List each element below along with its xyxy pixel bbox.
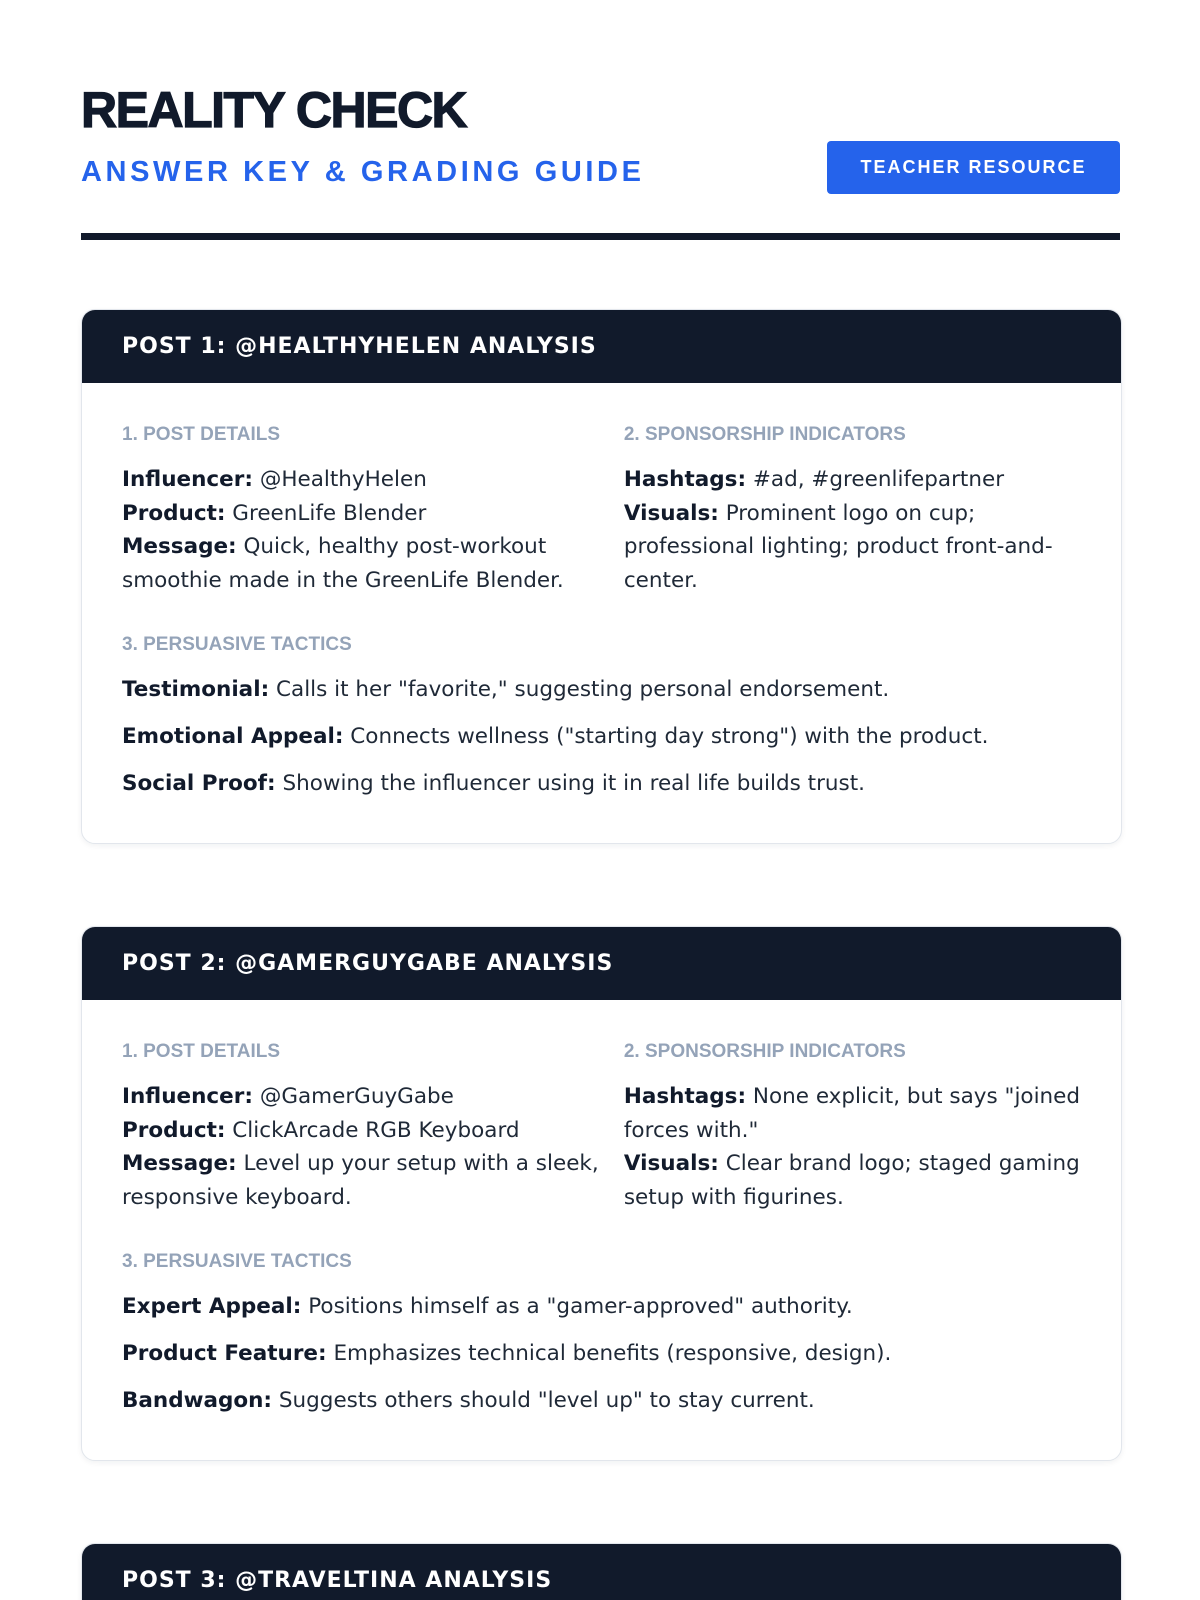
post-details-label: 1. POST DETAILS (122, 424, 281, 445)
post-1-heading: POST 1: @HEALTHYHELEN ANALYSIS (82, 310, 1121, 383)
post-1-product: Product: GreenLife Blender (122, 500, 427, 526)
post-2-details (122, 1040, 624, 1214)
post-2-card (81, 926, 1122, 1461)
post-2-tactic-product-feature: Product Feature: Emphasizes technical benefits (responsive, design). (122, 1341, 892, 1366)
post-2-tactic-bandwagon: Bandwagon: Suggests others should "level up" to stay current. (122, 1388, 815, 1413)
post-details-label: 1. POST DETAILS (122, 1041, 281, 1062)
post-1-tactic-social-proof: Social Proof: Showing the influencer using it in real life builds trust. (122, 771, 865, 796)
sponsorship-indicators-label: 2. SPONSORSHIP INDICATORS (623, 1041, 906, 1062)
post-1-message: Message: Quick, healthy post-workout smoothie made in the GreenLife Blender. (122, 534, 564, 593)
post-2-indicators (624, 1040, 1081, 1214)
header-divider (81, 233, 1120, 240)
post-2-influencer: Influencer: @GamerGuyGabe (122, 1084, 454, 1109)
post-3-card (81, 1543, 1122, 1600)
post-1-tactic-testimonial: Testimonial: Calls it her "favorite," suggesting personal endorsement. (122, 677, 890, 702)
teacher-resource-badge: TEACHER RESOURCE (827, 141, 1120, 194)
persuasive-tactics-label: 3. PERSUASIVE TACTICS (122, 1251, 352, 1272)
post-1-tactic-emotional-appeal: Emotional Appeal: Connects wellness ("starting day strong") with the product. (122, 724, 989, 749)
post-1-visuals: Visuals: Prominent logo on cup; professional lighting; product front-and-center. (623, 500, 1053, 593)
post-3-heading: POST 3: @TRAVELTINA ANALYSIS (82, 1544, 1121, 1600)
post-2-tactic-expert-appeal: Expert Appeal: Positions himself as a "gamer-approved" authority. (122, 1294, 853, 1319)
post-2-tactics (122, 1214, 1081, 1461)
post-1-indicators (624, 423, 1081, 597)
post-2-product: Product: ClickArcade RGB Keyboard (122, 1117, 520, 1143)
post-2-hashtags: Hashtags: None explicit, but says "joined forces with." (623, 1084, 1081, 1143)
page-header (81, 78, 1120, 242)
post-1-influencer: Influencer: @HealthyHelen (122, 467, 427, 492)
post-1-tactics (122, 597, 1081, 844)
sponsorship-indicators-label: 2. SPONSORSHIP INDICATORS (623, 424, 906, 445)
post-2-heading: POST 2: @GAMERGUYGABE ANALYSIS (82, 927, 1121, 1000)
persuasive-tactics-label: 3. PERSUASIVE TACTICS (122, 634, 352, 655)
post-2-visuals: Visuals: Clear brand logo; staged gaming setup with figurines. (623, 1151, 1080, 1210)
post-1-card (81, 309, 1122, 844)
post-2-message: Message: Level up your setup with a sleek, responsive keyboard. (122, 1151, 599, 1210)
page-subtitle: ANSWER KEY & GRADING GUIDE (81, 156, 645, 188)
post-1-details (122, 423, 624, 597)
page-title: REALITY CHECK (81, 82, 467, 138)
post-1-hashtags: Hashtags: #ad, #greenlifepartner (623, 467, 1005, 492)
